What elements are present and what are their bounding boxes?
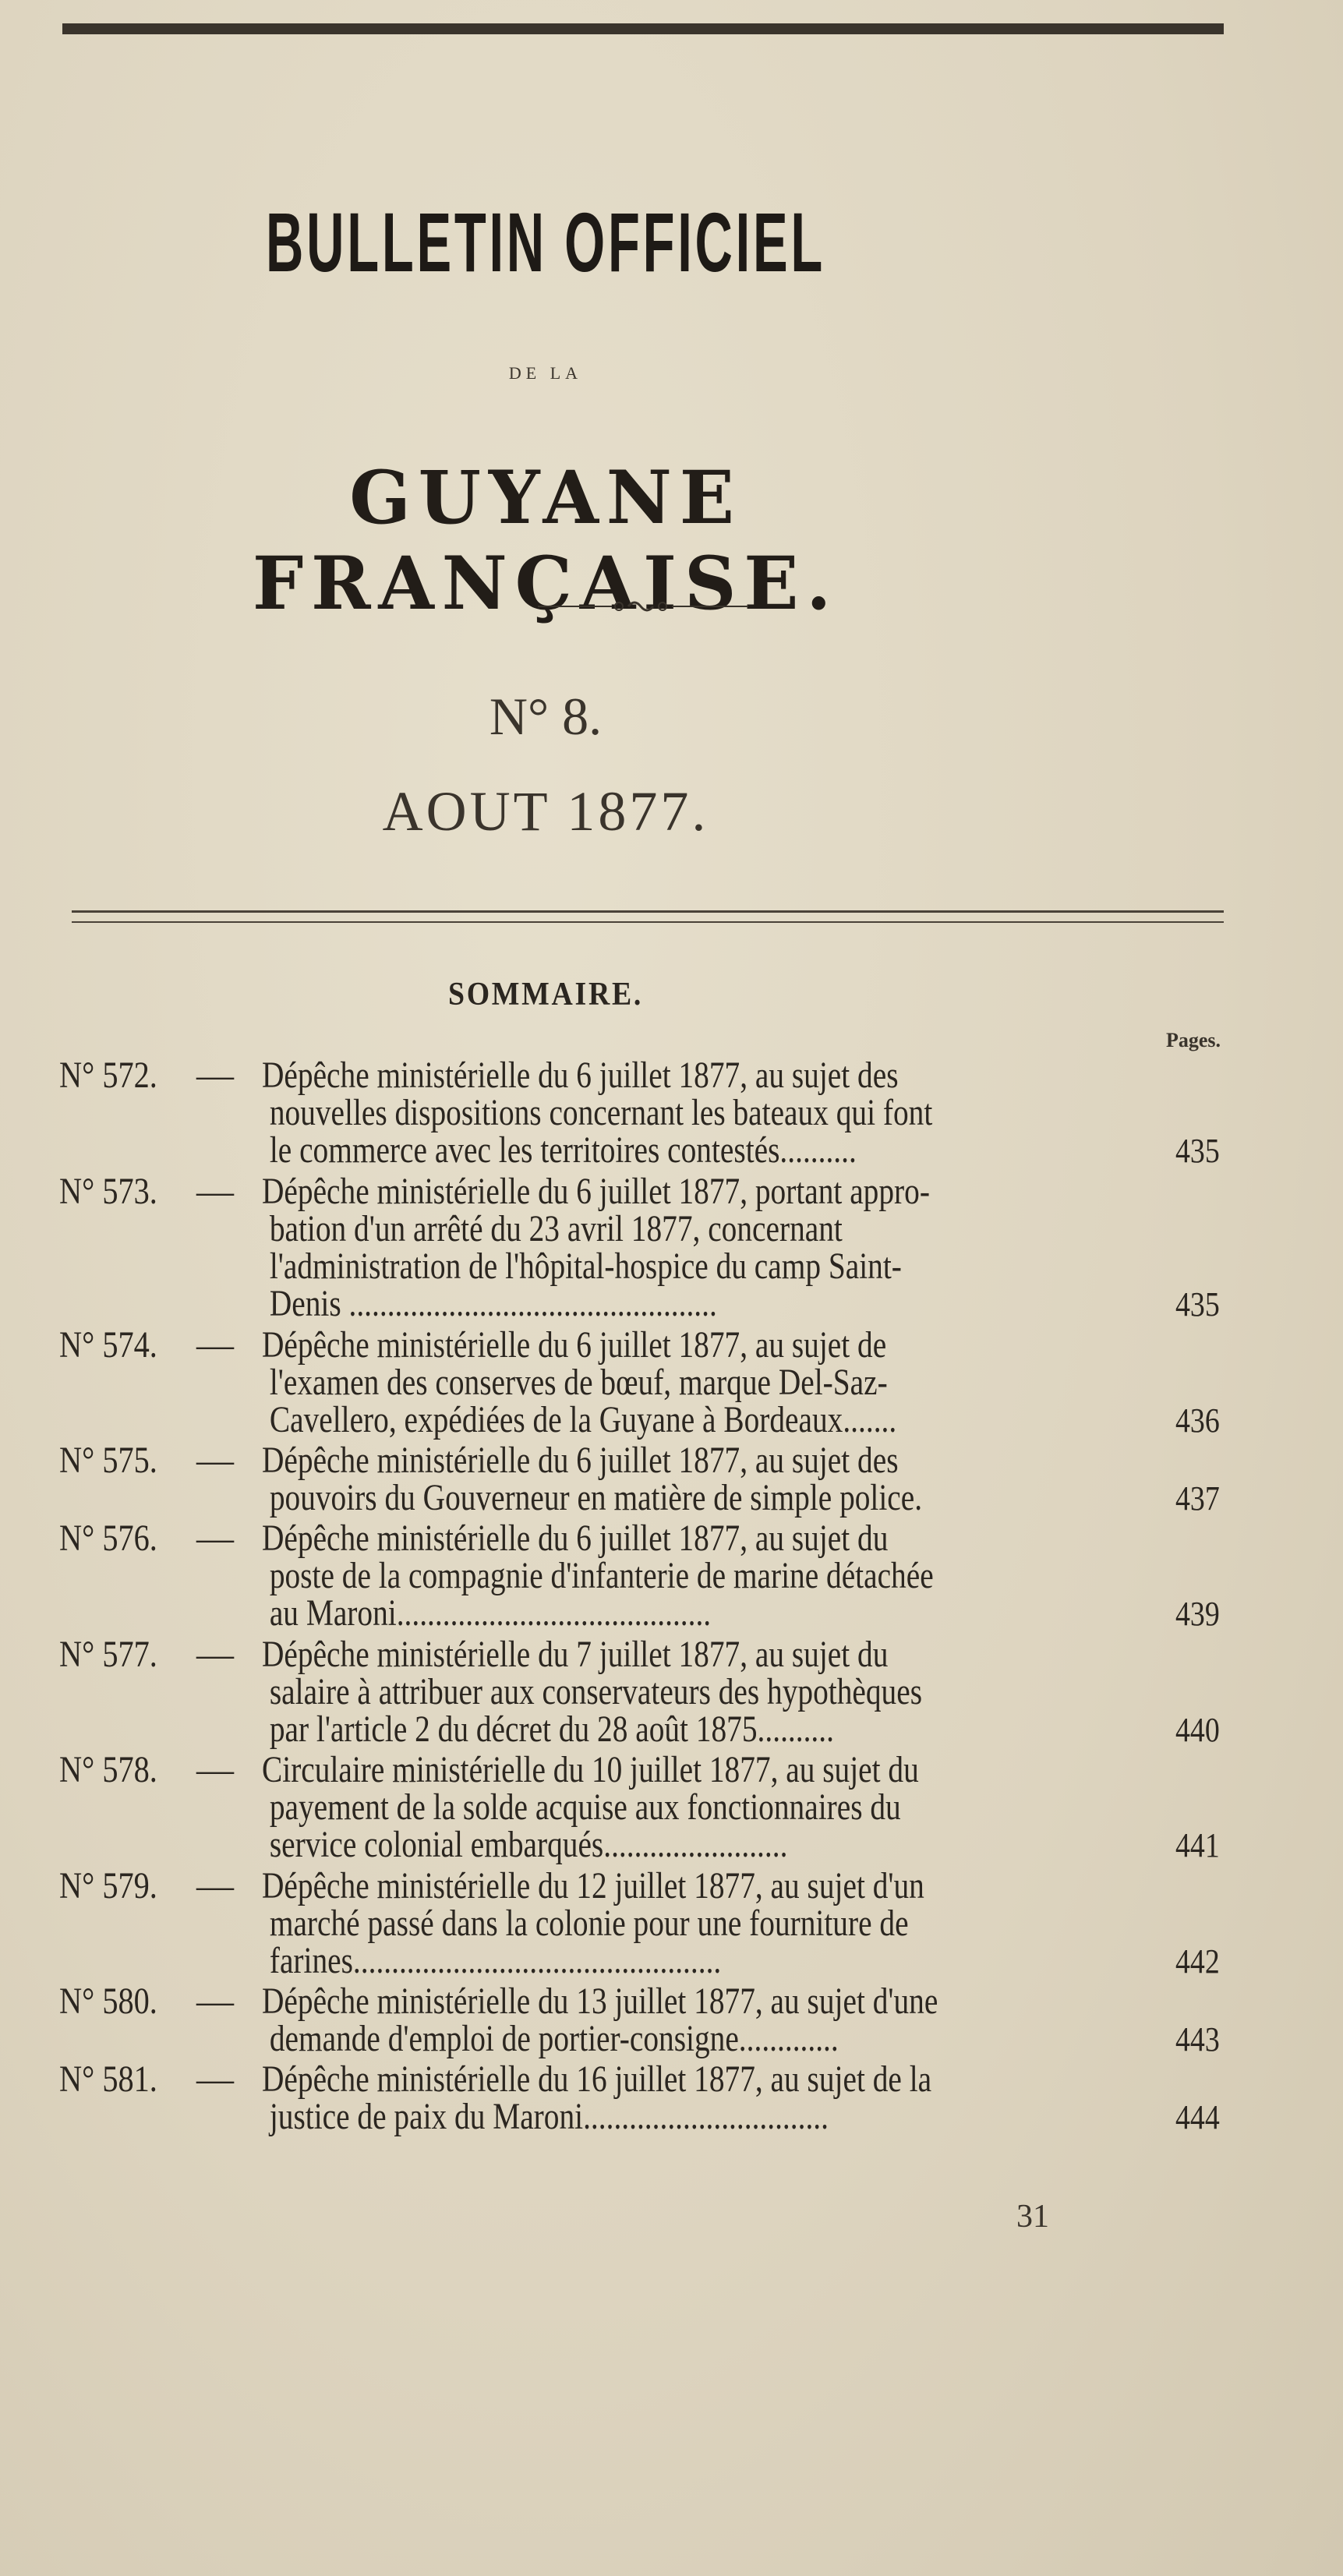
title-connector: DE LA bbox=[508, 363, 583, 383]
entry-page-number: 443 bbox=[1175, 2019, 1220, 2058]
entry-number: N° 576. bbox=[59, 1518, 157, 1559]
entry-line: Dépêche ministérielle du 12 juillet 1877, au sujet d'un bbox=[262, 1864, 924, 1906]
entry-line: bation d'un arrêté du 23 avril 1877, concernant bbox=[269, 1207, 843, 1249]
summary-entry bbox=[0, 1323, 1343, 1440]
double-rule-bottom bbox=[72, 921, 1224, 923]
entry-page-number: 441 bbox=[1175, 1826, 1220, 1864]
entry-line: farines................................................ bbox=[269, 1939, 722, 1981]
entry-description bbox=[262, 1633, 1158, 1750]
entry-line: Dépêche ministérielle du 6 juillet 1877, portant appro- bbox=[262, 1170, 930, 1212]
entry-number: N° 573. bbox=[59, 1170, 157, 1212]
entry-line: au Maroni......................................... bbox=[269, 1592, 712, 1634]
entry-line: Dépêche ministérielle du 16 juillet 1877, au sujet de la bbox=[262, 2058, 932, 2100]
folio-number: 31 bbox=[1016, 2199, 1049, 2235]
summary-entry bbox=[0, 1520, 1343, 1634]
entry-number: N° 575. bbox=[59, 1440, 157, 1481]
entry-dash: — bbox=[196, 1749, 234, 1790]
entry-dash: — bbox=[196, 1170, 234, 1212]
entry-line: Dépêche ministérielle du 7 juillet 1877, au sujet du bbox=[262, 1633, 889, 1675]
entry-line: marché passé dans la colonie pour une fourniture de bbox=[269, 1902, 909, 1944]
entry-description bbox=[262, 1170, 1158, 1324]
entry-dash: — bbox=[196, 1518, 234, 1559]
summary-entry bbox=[0, 1864, 1343, 1981]
entry-dash: — bbox=[196, 1323, 234, 1366]
entry-dash: — bbox=[196, 2058, 234, 2100]
summary-entry bbox=[0, 1751, 1343, 1865]
entry-number: N° 579. bbox=[59, 1864, 157, 1906]
entry-number: N° 574. bbox=[59, 1323, 157, 1366]
entry-line: Circulaire ministérielle du 10 juillet 1877, au sujet du bbox=[262, 1749, 919, 1790]
entry-page-number: 442 bbox=[1175, 1942, 1220, 1981]
entry-line: Dépêche ministérielle du 6 juillet 1877, au sujet des bbox=[262, 1440, 899, 1481]
entry-number: N° 572. bbox=[59, 1055, 157, 1096]
entry-dash: — bbox=[196, 1981, 234, 2022]
entry-line: pouvoirs du Gouverneur en matière de simple police. bbox=[269, 1477, 923, 1518]
entry-dash: — bbox=[196, 1864, 234, 1906]
summary-entry bbox=[0, 1983, 1343, 2058]
entry-description bbox=[262, 1983, 1158, 2058]
entry-description bbox=[262, 1442, 1158, 1517]
entry-line: Dépêche ministérielle du 6 juillet 1877, au sujet de bbox=[262, 1323, 887, 1366]
entry-page-number: 444 bbox=[1175, 2097, 1220, 2136]
entry-page-number: 436 bbox=[1175, 1401, 1220, 1440]
entry-dash: — bbox=[196, 1055, 234, 1096]
entry-line: Cavellero, expédiées de la Guyane à Bordeaux....... bbox=[269, 1398, 897, 1440]
entry-description bbox=[262, 1520, 1158, 1632]
summary-entry bbox=[0, 1170, 1343, 1324]
entry-page-number: 435 bbox=[1175, 1285, 1220, 1323]
entry-line: le commerce avec les territoires contestés.......... bbox=[269, 1129, 857, 1171]
entry-line: demande d'emploi de portier-consigne............. bbox=[269, 2018, 839, 2059]
entry-number: N° 581. bbox=[59, 2058, 157, 2100]
summary-entry bbox=[0, 1633, 1343, 1750]
entry-page-number: 437 bbox=[1175, 1479, 1220, 1518]
entry-line: service colonial embarqués........................ bbox=[269, 1824, 788, 1865]
summary-entry bbox=[0, 1442, 1343, 1518]
top-rule bbox=[62, 23, 1224, 34]
entry-page-number: 439 bbox=[1175, 1595, 1220, 1633]
summary-entry bbox=[0, 1057, 1343, 1171]
entry-page-number: 440 bbox=[1175, 1710, 1220, 1749]
entry-line: salaire à attribuer aux conservateurs des hypothèques bbox=[269, 1670, 923, 1712]
entry-line: nouvelles dispositions concernant les bateaux qui font bbox=[269, 1092, 933, 1133]
entry-line: payement de la solde acquise aux fonctionnaires du bbox=[269, 1786, 901, 1828]
entry-page-number: 435 bbox=[1175, 1132, 1220, 1170]
entry-description bbox=[262, 1864, 1158, 1981]
entry-line: Dépêche ministérielle du 13 juillet 1877, au sujet d'une bbox=[262, 1981, 938, 2022]
entry-number: N° 578. bbox=[59, 1749, 157, 1790]
entry-line: l'administration de l'hôpital-hospice du camp Saint- bbox=[269, 1245, 902, 1287]
pages-column-label: Pages. bbox=[1166, 1029, 1221, 1051]
entry-line: l'examen des conserves de bœuf, marque Del-Saz- bbox=[269, 1361, 888, 1403]
entry-dash: — bbox=[196, 1633, 234, 1675]
entry-line: Denis ................................................ bbox=[269, 1282, 717, 1324]
entry-description bbox=[262, 2058, 1158, 2137]
entry-description bbox=[262, 1751, 1158, 1864]
summary-entry bbox=[0, 2058, 1343, 2137]
summary-heading: SOMMAIRE. bbox=[447, 977, 644, 1012]
ornament-divider-icon bbox=[538, 599, 748, 614]
entry-line: Dépêche ministérielle du 6 juillet 1877, au sujet du bbox=[262, 1518, 889, 1559]
title-bulletin-officiel: BULLETIN OFFICIEL bbox=[266, 195, 825, 289]
title-guyane-francaise: GUYANE FRANÇAISE. bbox=[252, 455, 839, 627]
entry-number: N° 580. bbox=[59, 1981, 157, 2022]
issue-number: N° 8. bbox=[489, 687, 603, 746]
entry-number: N° 577. bbox=[59, 1633, 157, 1675]
issue-date: AOUT 1877. bbox=[382, 780, 709, 843]
entry-description bbox=[262, 1323, 1158, 1440]
entry-line: poste de la compagnie d'infanterie de marine détachée bbox=[269, 1555, 934, 1596]
entry-line: justice de paix du Maroni................................ bbox=[269, 2096, 829, 2137]
entry-line: Dépêche ministérielle du 6 juillet 1877, au sujet des bbox=[262, 1055, 899, 1096]
entry-description bbox=[262, 1057, 1158, 1169]
entry-line: par l'article 2 du décret du 28 août 1875.......... bbox=[269, 1708, 834, 1750]
double-rule-top bbox=[72, 910, 1224, 913]
entry-dash: — bbox=[196, 1440, 234, 1481]
